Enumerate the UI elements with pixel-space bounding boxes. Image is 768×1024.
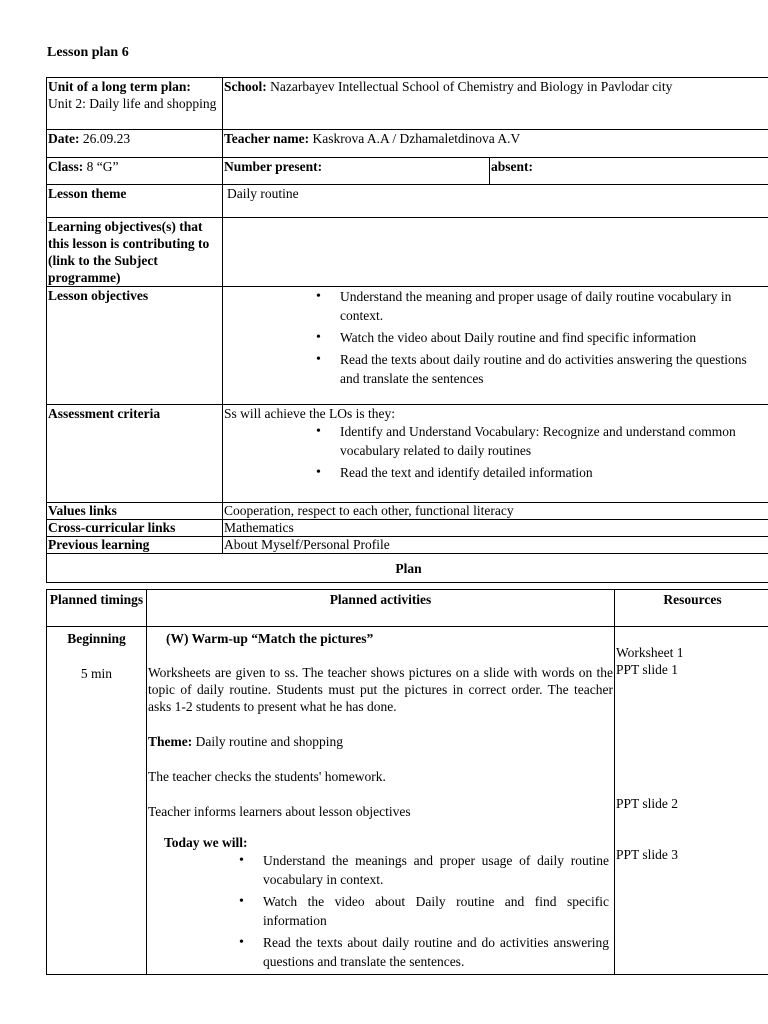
lo-value-cell xyxy=(223,218,768,287)
theme-label: Lesson theme xyxy=(48,186,127,201)
activities-cell xyxy=(147,627,615,975)
class-cell xyxy=(47,158,223,185)
plan-table xyxy=(46,589,768,975)
date-label: Date: xyxy=(48,131,80,146)
lo-label: Learning objectives(s) that this lesson is contributing to (link to the Subject programme) xyxy=(48,219,210,285)
learning-objectives-row xyxy=(47,218,768,287)
prev-label-cell xyxy=(47,537,223,554)
unit-cell xyxy=(47,78,223,130)
plan-theme-label: Theme: xyxy=(148,734,193,749)
plan-title-row xyxy=(47,554,768,583)
objective-item: • Watch the video about Daily routine and find specific information xyxy=(340,328,768,347)
document-title: Lesson plan 6 xyxy=(47,45,129,60)
objective-item: • Understand the meaning and proper usage of daily routine vocabulary in context. xyxy=(340,287,768,325)
lesson-info-table xyxy=(46,77,768,583)
cross-label-cell xyxy=(47,520,223,537)
resource-ppt-slide-1: PPT slide 1 xyxy=(616,662,679,677)
header-activities: Planned activities xyxy=(147,590,615,627)
assessment-item: • Read the text and identify detailed information xyxy=(340,463,768,482)
date-row xyxy=(47,130,768,158)
class-row xyxy=(47,158,768,185)
today-item: • Understand the meanings and proper usage of daily routine vocabulary in context. xyxy=(263,851,613,889)
cross-curricular-row xyxy=(47,520,768,537)
plan-theme-value: Daily routine and shopping xyxy=(195,734,343,749)
plan-body-row xyxy=(47,627,768,975)
cross-label: Cross-curricular links xyxy=(48,520,176,535)
header-timings: Planned timings xyxy=(47,590,147,627)
present-cell xyxy=(223,158,490,185)
prev-cell xyxy=(223,537,768,554)
class-label: Class: xyxy=(48,159,84,174)
class-value: 8 “G” xyxy=(86,159,119,174)
previous-learning-row xyxy=(47,537,768,554)
unit-value: Unit 2: Daily life and shopping xyxy=(48,96,217,111)
values-cell xyxy=(223,503,768,520)
assessment-cell xyxy=(223,405,768,503)
today-item: • Read the texts about daily routine and do activities answering questions and translate the sentences. xyxy=(263,933,613,971)
timing-cell xyxy=(47,627,147,975)
absent-label: absent: xyxy=(491,159,534,174)
duration-label: 5 min xyxy=(80,666,113,681)
values-label: Values links xyxy=(48,503,117,518)
present-label: Number present: xyxy=(224,159,323,174)
inform-line: Teacher informs learners about lesson objectives xyxy=(148,804,411,819)
objective-item: • Read the texts about daily routine and do activities answering the questions and translate the sentences xyxy=(340,350,768,388)
resource-worksheet-1: Worksheet 1 xyxy=(616,645,684,660)
theme-row xyxy=(47,185,768,218)
prev-label: Previous learning xyxy=(48,537,150,552)
objectives-label-cell xyxy=(47,287,223,405)
cross-cell xyxy=(223,520,768,537)
stage-label: Beginning xyxy=(67,631,126,646)
today-item: • Watch the video about Daily routine and find specific information xyxy=(263,892,613,930)
warmup-text: Worksheets are given to ss. The teacher shows pictures on a slide with words on the topic of daily routine. Students must put the pictures in correct order. The teacher asks 1-2 students to present what he has done. xyxy=(148,665,613,714)
assessment-list xyxy=(224,422,768,482)
assessment-label-cell xyxy=(47,405,223,503)
objectives-label: Lesson objectives xyxy=(48,288,149,303)
teacher-label: Teacher name: xyxy=(224,131,310,146)
values-row xyxy=(47,503,768,520)
theme-line xyxy=(148,733,613,750)
teacher-value: Kaskrova A.A / Dzhamaletdinova A.V xyxy=(312,131,521,146)
warmup-title: (W) Warm-up “Match the pictures” xyxy=(166,631,374,646)
theme-label-cell xyxy=(47,185,223,218)
header-resources: Resources xyxy=(615,590,768,627)
values-value: Cooperation, respect to each other, functional literacy xyxy=(224,503,514,518)
date-value: 26.09.23 xyxy=(82,131,131,146)
objectives-cell xyxy=(223,287,768,405)
theme-value: Daily routine xyxy=(227,186,299,201)
assessment-row xyxy=(47,405,768,503)
theme-value-cell xyxy=(223,185,768,218)
cross-value: Mathematics xyxy=(224,520,294,535)
today-list xyxy=(148,851,613,971)
unit-label: Unit of a long term plan: xyxy=(48,79,191,94)
date-cell xyxy=(47,130,223,158)
plan-header-row xyxy=(47,590,768,627)
assessment-item: • Identify and Understand Vocabulary: Recognize and understand common vocabulary related to daily routines xyxy=(340,422,768,460)
school-label: School: xyxy=(224,79,267,94)
prev-value: About Myself/Personal Profile xyxy=(224,537,390,552)
resources-cell xyxy=(615,627,768,975)
plan-title: Plan xyxy=(47,554,768,583)
unit-row xyxy=(47,78,768,130)
school-cell xyxy=(223,78,768,130)
values-label-cell xyxy=(47,503,223,520)
resource-ppt-slide-3: PPT slide 3 xyxy=(616,847,679,862)
objectives-list xyxy=(224,287,768,388)
homework-line: The teacher checks the students' homework. xyxy=(148,769,386,784)
teacher-cell xyxy=(223,130,768,158)
assessment-label: Assessment criteria xyxy=(48,406,161,421)
assessment-intro: Ss will achieve the LOs is they: xyxy=(224,406,395,421)
lo-label-cell xyxy=(47,218,223,287)
absent-cell xyxy=(490,158,768,185)
today-label: Today we will: xyxy=(164,835,248,850)
lesson-objectives-row xyxy=(47,287,768,405)
resource-ppt-slide-2: PPT slide 2 xyxy=(616,796,679,811)
school-value: Nazarbayev Intellectual School of Chemistry and Biology in Pavlodar city xyxy=(270,79,673,94)
